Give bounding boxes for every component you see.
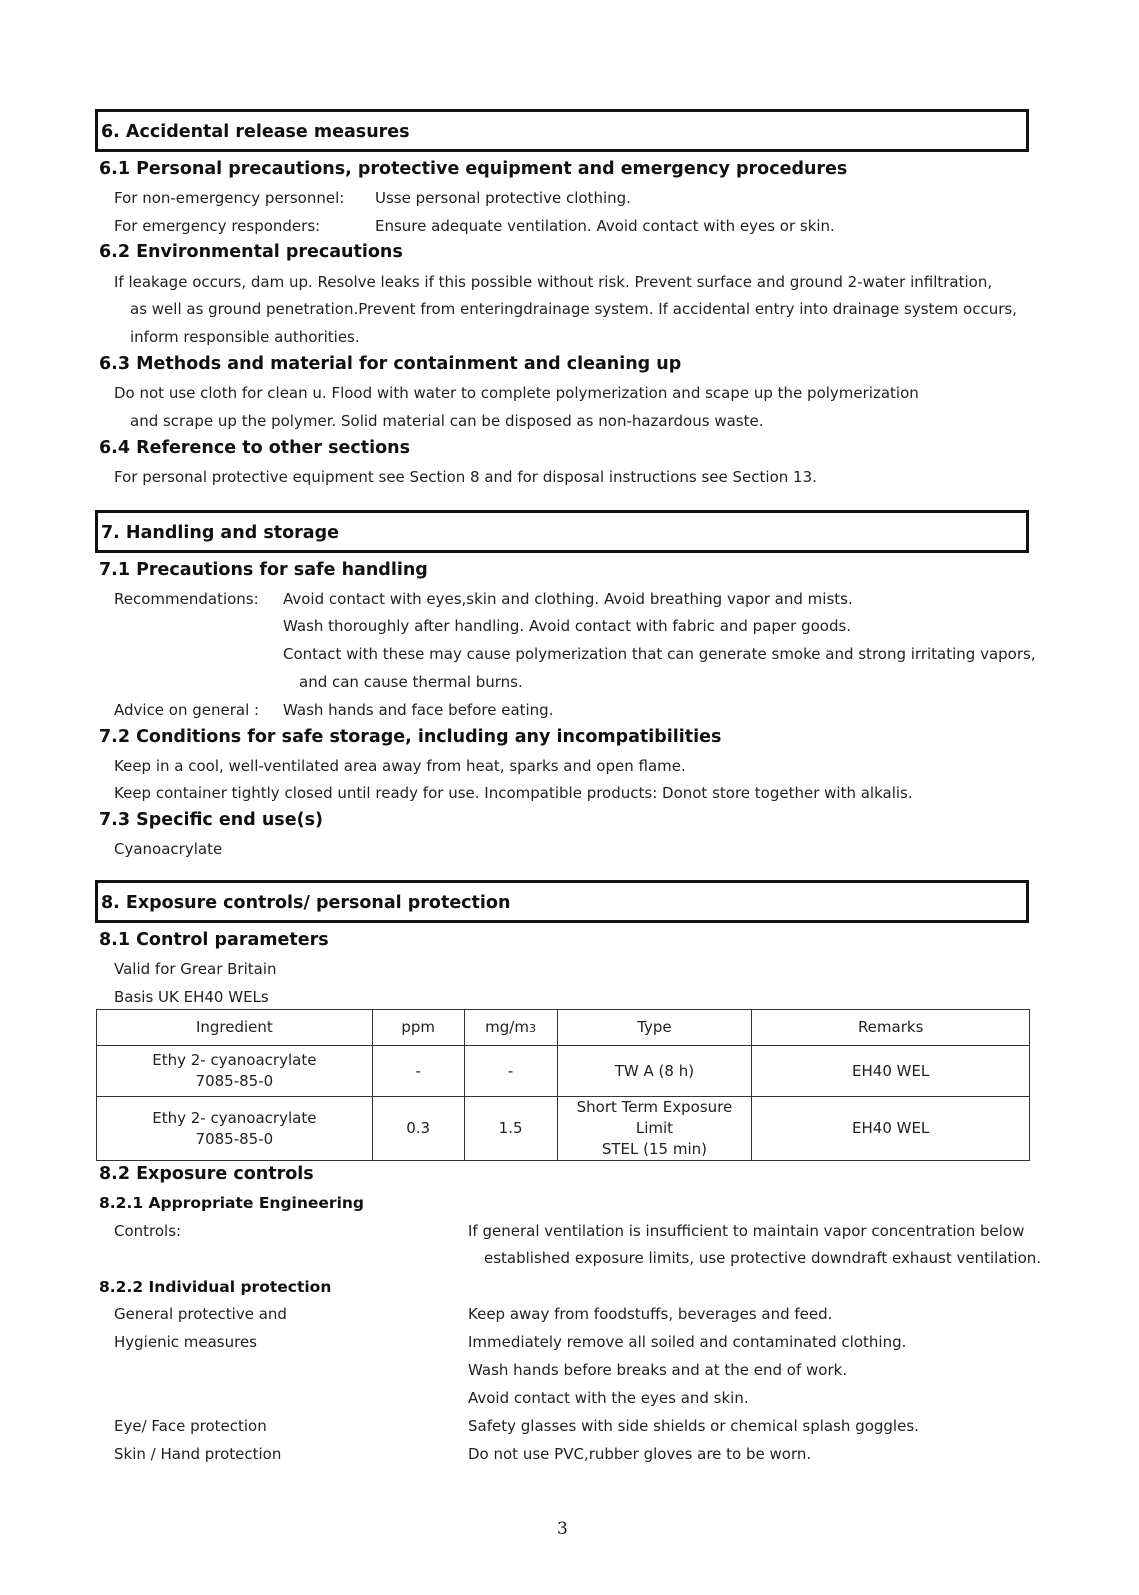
section-8-title: 8. Exposure controls/ personal protection xyxy=(101,893,511,913)
heading-7-2: 7.2 Conditions for safe storage, including any incompatibilities xyxy=(99,727,722,747)
section-7-title: 7. Handling and storage xyxy=(101,523,339,543)
heading-8-2-2: 8.2.2 Individual protection xyxy=(99,1278,332,1296)
heading-7-1: 7.1 Precautions for safe handling xyxy=(99,560,428,580)
heading-8-1: 8.1 Control parameters xyxy=(99,930,329,950)
cell-ppm: 0.3 xyxy=(372,1097,464,1161)
cell-type: Short Term Exposure Limit STEL (15 min) xyxy=(557,1097,752,1161)
cell-type: TW A (8 h) xyxy=(557,1046,752,1097)
general-line-3: Wash hands before breaks and at the end of work. xyxy=(468,1361,848,1379)
emergency-text: Ensure adequate ventilation. Avoid contact with eyes or skin. xyxy=(375,217,835,235)
col-header-type: Type xyxy=(557,1010,752,1046)
cell-remarks: EH40 WEL xyxy=(752,1097,1030,1161)
general-protective-label-2: Hygienic measures xyxy=(114,1333,257,1351)
table-row xyxy=(97,1046,1030,1097)
storage-line-1: Keep in a cool, well-ventilated area away from heat, sparks and open flame. xyxy=(114,757,686,775)
col-header-remarks: Remarks xyxy=(752,1010,1030,1046)
end-use-text: Cyanoacrylate xyxy=(114,840,223,858)
section-6-title: 6. Accidental release measures xyxy=(101,122,410,142)
col-header-ingredient: Ingredient xyxy=(97,1010,373,1046)
cell-remarks: EH40 WEL xyxy=(752,1046,1030,1097)
cell-ingredient: Ethy 2- cyanoacrylate 7085-85-0 xyxy=(97,1046,373,1097)
recommendations-label: Recommendations: xyxy=(114,590,259,608)
methods-line-1: Do not use cloth for clean u. Flood with water to complete polymerization and scape up the polymerization xyxy=(114,384,919,402)
heading-8-2: 8.2 Exposure controls xyxy=(99,1164,314,1184)
recommendations-line-2: Wash thoroughly after handling. Avoid contact with fabric and paper goods. xyxy=(283,617,852,635)
cell-ppm: - xyxy=(372,1046,464,1097)
basis-text: Basis UK EH40 WELs xyxy=(114,988,269,1006)
controls-line-1: If general ventilation is insufficient to maintain vapor concentration below xyxy=(468,1222,1025,1240)
nonemergency-label: For non-emergency personnel: xyxy=(114,189,345,207)
section-8-header-box xyxy=(95,880,1029,923)
storage-line-2: Keep container tightly closed until ready for use. Incompatible products: Donot store together with alkalis. xyxy=(114,784,913,802)
advice-label: Advice on general : xyxy=(114,701,260,719)
table-header-row xyxy=(97,1010,1030,1046)
heading-7-3: 7.3 Specific end use(s) xyxy=(99,810,324,830)
recommendations-line-4: and can cause thermal burns. xyxy=(299,673,523,691)
heading-6-1: 6.1 Personal precautions, protective equipment and emergency procedures xyxy=(99,159,848,179)
advice-text: Wash hands and face before eating. xyxy=(283,701,554,719)
general-line-4: Avoid contact with the eyes and skin. xyxy=(468,1389,749,1407)
cell-ingredient: Ethy 2- cyanoacrylate 7085-85-0 xyxy=(97,1097,373,1161)
env-line-3: inform responsible authorities. xyxy=(130,328,360,346)
skin-protection-text: Do not use PVC,rubber gloves are to be worn. xyxy=(468,1445,812,1463)
skin-protection-label: Skin / Hand protection xyxy=(114,1445,282,1463)
eye-protection-text: Safety glasses with side shields or chemical splash goggles. xyxy=(468,1417,919,1435)
cell-mgm3: - xyxy=(464,1046,557,1097)
reference-line: For personal protective equipment see Section 8 and for disposal instructions see Section 13. xyxy=(114,468,817,486)
cell-mgm3: 1.5 xyxy=(464,1097,557,1161)
table-row xyxy=(97,1097,1030,1161)
nonemergency-text: Usse personal protective clothing. xyxy=(375,189,631,207)
col-header-mgm3: mg/m3 xyxy=(464,1010,557,1046)
general-line-1: Keep away from foodstuffs, beverages and feed. xyxy=(468,1305,833,1323)
eye-protection-label: Eye/ Face protection xyxy=(114,1417,267,1435)
heading-6-2: 6.2 Environmental precautions xyxy=(99,242,403,262)
env-line-1: If leakage occurs, dam up. Resolve leaks if this possible without risk. Prevent surface and ground 2-water infiltration, xyxy=(114,273,993,291)
col-header-ppm: ppm xyxy=(372,1010,464,1046)
methods-line-2: and scrape up the polymer. Solid material can be disposed as non-hazardous waste. xyxy=(130,412,764,430)
heading-6-4: 6.4 Reference to other sections xyxy=(99,438,411,458)
heading-6-3: 6.3 Methods and material for containment and cleaning up xyxy=(99,354,682,374)
section-7-header-box xyxy=(95,510,1029,553)
heading-8-2-1: 8.2.1 Appropriate Engineering xyxy=(99,1194,365,1212)
page-number: 3 xyxy=(557,1519,568,1539)
valid-text: Valid for Grear Britain xyxy=(114,960,277,978)
recommendations-line-3: Contact with these may cause polymerization that can generate smoke and strong irritating vapors, xyxy=(283,645,1036,663)
env-line-2: as well as ground penetration.Prevent from enteringdrainage system. If accidental entry into drainage system occurs, xyxy=(130,300,1017,318)
general-line-2: Immediately remove all soiled and contaminated clothing. xyxy=(468,1333,907,1351)
emergency-label: For emergency responders: xyxy=(114,217,321,235)
controls-line-2: established exposure limits, use protective downdraft exhaust ventilation. xyxy=(484,1249,1042,1267)
general-protective-label-1: General protective and xyxy=(114,1305,287,1323)
section-6-header-box xyxy=(95,109,1029,152)
recommendations-line-1: Avoid contact with eyes,skin and clothing. Avoid breathing vapor and mists. xyxy=(283,590,853,608)
exposure-limits-table xyxy=(96,1009,1030,1161)
controls-label: Controls: xyxy=(114,1222,182,1240)
